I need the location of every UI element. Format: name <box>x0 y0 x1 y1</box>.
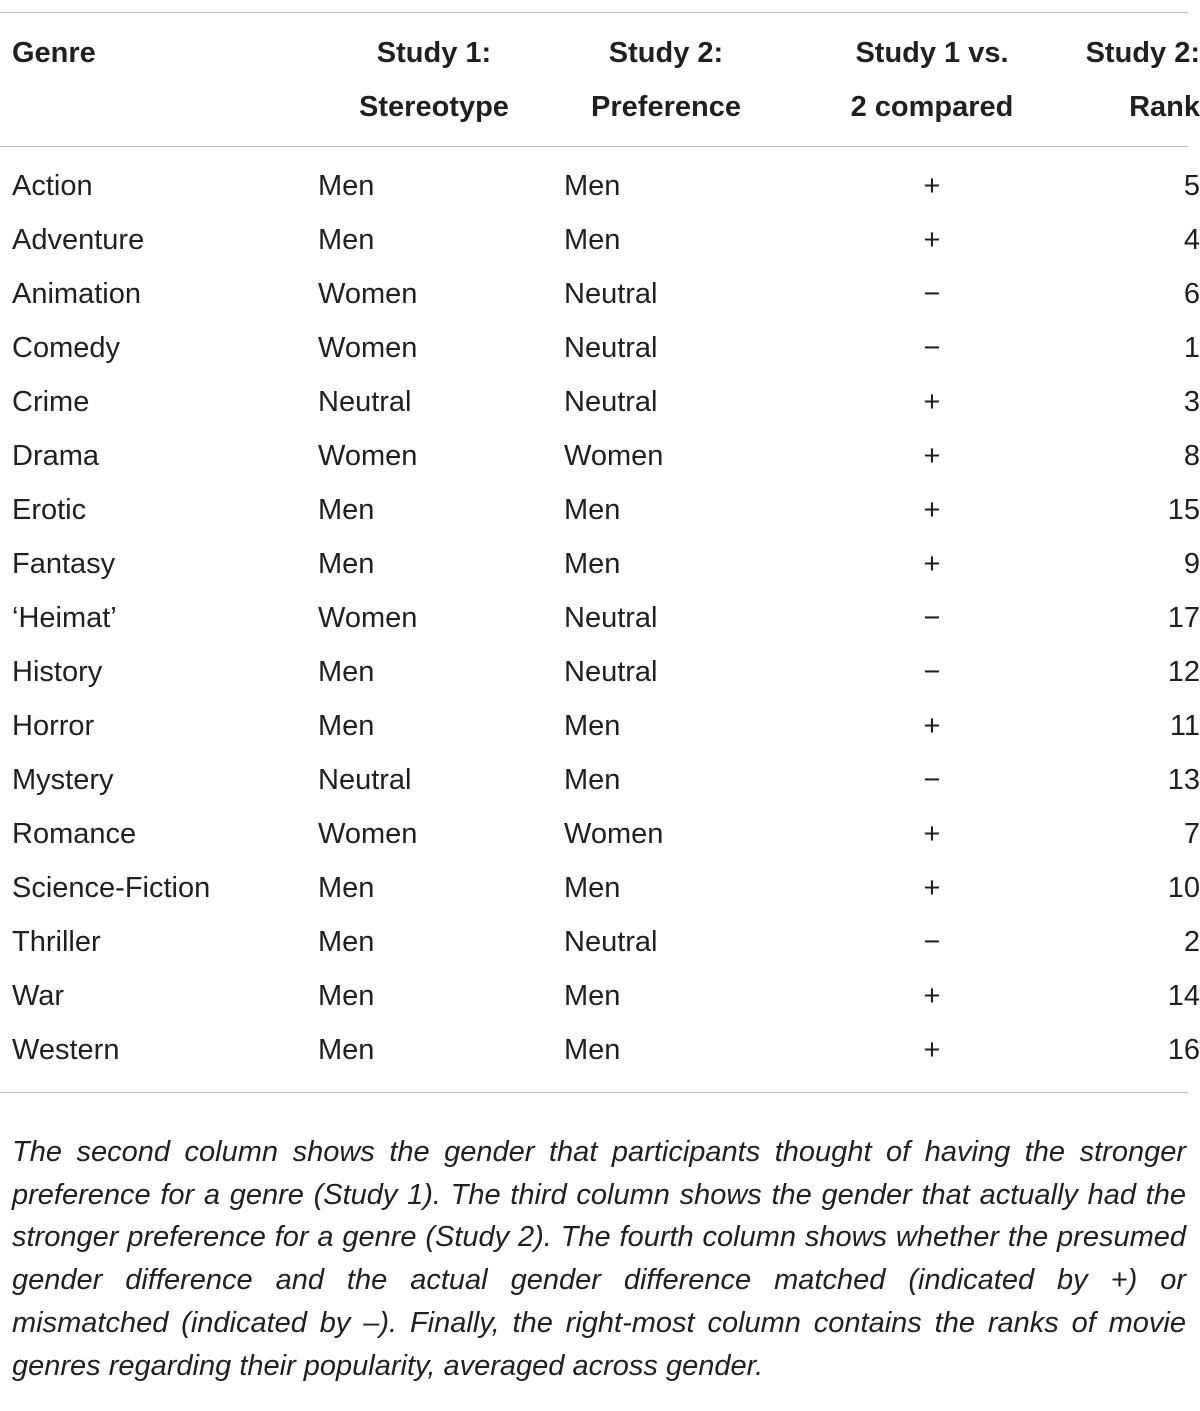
cell-preference: Women <box>564 818 664 850</box>
cell-compared: + <box>923 1034 941 1066</box>
cell-compared: + <box>923 548 941 580</box>
cell-rank: 2 <box>1183 926 1200 958</box>
cell-genre: Crime <box>12 386 90 418</box>
cell-compared: + <box>923 224 941 256</box>
cell-preference: Men <box>564 170 621 202</box>
cell-compared: − <box>923 926 941 958</box>
cell-genre: Western <box>12 1034 120 1066</box>
table-row <box>0 915 1200 969</box>
cell-stereotype: Neutral <box>318 386 412 418</box>
header-rank-line1: Study 2: <box>1085 37 1200 69</box>
cell-preference: Men <box>564 764 621 796</box>
cell-compared: + <box>923 872 941 904</box>
header-genre: Genre <box>12 37 96 69</box>
cell-genre: Erotic <box>12 494 87 526</box>
cell-stereotype: Men <box>318 710 375 742</box>
cell-preference: Neutral <box>564 602 658 634</box>
table-row <box>0 267 1200 321</box>
table-body <box>0 146 1200 1077</box>
cell-genre: History <box>12 656 103 688</box>
header-rank-line2: Rank <box>1129 91 1200 123</box>
cell-compared: − <box>923 602 941 634</box>
cell-genre: War <box>12 980 65 1012</box>
top-rule <box>0 12 1188 13</box>
cell-genre: Thriller <box>12 926 101 958</box>
cell-genre: Romance <box>12 818 137 850</box>
cell-genre: Horror <box>12 710 95 742</box>
table-row <box>0 537 1200 591</box>
cell-stereotype: Men <box>318 548 375 580</box>
cell-genre: Fantasy <box>12 548 116 580</box>
cell-stereotype: Women <box>318 332 418 364</box>
cell-preference: Neutral <box>564 926 658 958</box>
table-row <box>0 645 1200 699</box>
cell-preference: Neutral <box>564 386 658 418</box>
cell-compared: − <box>923 332 941 364</box>
header-compared-line2: 2 compared <box>850 91 1014 123</box>
cell-stereotype: Women <box>318 278 418 310</box>
cell-preference: Neutral <box>564 332 658 364</box>
header-row-2 <box>0 80 1200 146</box>
cell-genre: Mystery <box>12 764 114 796</box>
cell-preference: Men <box>564 872 621 904</box>
cell-genre: Animation <box>12 278 141 310</box>
cell-stereotype: Men <box>318 1034 375 1066</box>
table-header <box>0 14 1200 146</box>
cell-genre: ‘Heimat’ <box>12 602 117 634</box>
cell-rank: 1 <box>1183 332 1200 364</box>
cell-genre: Drama <box>12 440 100 472</box>
header-genre-line2 <box>0 80 318 146</box>
cell-rank: 8 <box>1183 440 1200 472</box>
table-row <box>0 861 1200 915</box>
cell-preference: Neutral <box>564 278 658 310</box>
cell-rank: 5 <box>1183 170 1200 202</box>
cell-stereotype: Women <box>318 602 418 634</box>
cell-preference: Men <box>564 548 621 580</box>
cell-rank: 15 <box>1167 494 1200 526</box>
cell-preference: Men <box>564 980 621 1012</box>
cell-stereotype: Men <box>318 170 375 202</box>
cell-compared: + <box>923 386 941 418</box>
header-compared-line1: Study 1 vs. <box>855 37 1009 69</box>
cell-rank: 7 <box>1183 818 1200 850</box>
cell-preference: Men <box>564 710 621 742</box>
table-row <box>0 375 1200 429</box>
cell-stereotype: Men <box>318 980 375 1012</box>
table-row <box>0 321 1200 375</box>
table-row <box>0 429 1200 483</box>
cell-genre: Science-Fiction <box>12 872 211 904</box>
cell-compared: + <box>923 494 941 526</box>
table-row <box>0 807 1200 861</box>
cell-preference: Neutral <box>564 656 658 688</box>
cell-rank: 14 <box>1167 980 1200 1012</box>
cell-compared: + <box>923 980 941 1012</box>
cell-compared: − <box>923 764 941 796</box>
cell-stereotype: Men <box>318 872 375 904</box>
header-study1-line2: Stereotype <box>359 91 509 123</box>
header-study2-line2: Preference <box>591 91 741 123</box>
cell-rank: 13 <box>1167 764 1200 796</box>
cell-genre: Comedy <box>12 332 120 364</box>
cell-rank: 6 <box>1183 278 1200 310</box>
cell-stereotype: Men <box>318 926 375 958</box>
cell-rank: 10 <box>1167 872 1200 904</box>
genre-table <box>0 14 1200 1077</box>
cell-rank: 3 <box>1183 386 1200 418</box>
cell-genre: Adventure <box>12 224 145 256</box>
cell-stereotype: Men <box>318 224 375 256</box>
cell-preference: Men <box>564 224 621 256</box>
cell-preference: Women <box>564 440 664 472</box>
cell-stereotype: Women <box>318 440 418 472</box>
cell-rank: 16 <box>1167 1034 1200 1066</box>
cell-rank: 17 <box>1167 602 1200 634</box>
table-row <box>0 146 1200 213</box>
cell-compared: − <box>923 656 941 688</box>
cell-rank: 12 <box>1167 656 1200 688</box>
table-row <box>0 591 1200 645</box>
cell-compared: − <box>923 278 941 310</box>
table-row <box>0 699 1200 753</box>
cell-compared: + <box>923 710 941 742</box>
table-footnote: The second column shows the gender that participants thought of having the stronger preference for a genre (Study 1). The third column shows the gender that actually had the stronger preference for a genre (Study 2). The fourth column shows whether the presumed gender difference and the actual gender difference matched (indicated by +) or mismatched (indicated by –). Finally, the right-most column contains the ranks of movie genres regarding their popularity, averaged across gender. <box>12 1136 1186 1382</box>
cell-rank: 4 <box>1183 224 1200 256</box>
cell-compared: + <box>923 440 941 472</box>
cell-compared: + <box>923 818 941 850</box>
cell-rank: 11 <box>1169 710 1200 742</box>
table-row <box>0 969 1200 1023</box>
header-divider <box>0 146 1188 147</box>
table-row <box>0 213 1200 267</box>
table-row <box>0 1023 1200 1077</box>
table-row <box>0 483 1200 537</box>
cell-stereotype: Men <box>318 494 375 526</box>
cell-rank: 9 <box>1183 548 1200 580</box>
bottom-rule <box>0 1092 1188 1093</box>
cell-stereotype: Neutral <box>318 764 412 796</box>
cell-stereotype: Men <box>318 656 375 688</box>
table-row <box>0 753 1200 807</box>
header-study1-line1: Study 1: <box>376 37 492 69</box>
cell-preference: Men <box>564 1034 621 1066</box>
header-row-1 <box>0 14 1200 80</box>
cell-compared: + <box>923 170 941 202</box>
cell-genre: Action <box>12 170 93 202</box>
header-study2-line1: Study 2: <box>608 37 724 69</box>
cell-stereotype: Women <box>318 818 418 850</box>
cell-preference: Men <box>564 494 621 526</box>
